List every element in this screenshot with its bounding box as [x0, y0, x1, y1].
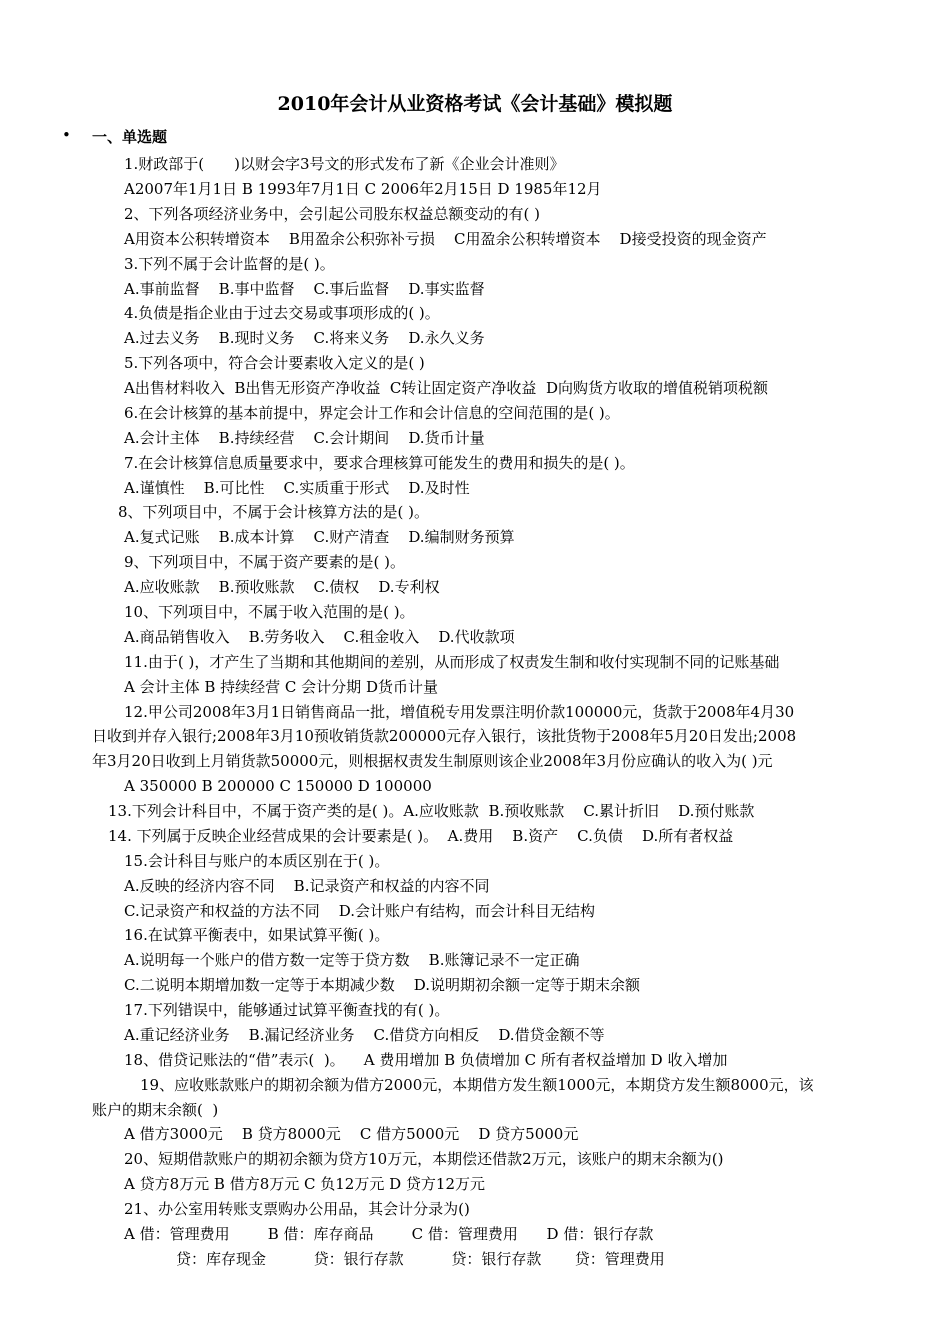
question-line: A 贷方8万元 B 借方8万元 C 负12万元 D 贷方12万元 [124, 1175, 485, 1193]
question-line: A出售材料收入 B出售无形资产净收益 C转让固定资产净收益 D向购货方收取的增值税销项税额 [124, 379, 768, 397]
question-line: A.商品销售收入 B.劳务收入 C.租金收入 D.代收款项 [124, 628, 515, 646]
question-line: 20、短期借款账户的期初余额为贷方10万元，本期偿还借款2万元，该账户的期末余额为() [124, 1150, 724, 1168]
question-line: 9、下列项目中，不属于资产要素的是( )。 [124, 553, 406, 571]
question-line: A.复式记账 B.成本计算 C.财产清查 D.编制财务预算 [124, 528, 515, 546]
list-bullet: • [62, 126, 71, 144]
question-line: A 借：管理费用 B 借：库存商品 C 借：管理费用 D 借：银行存款 [124, 1225, 654, 1243]
question-line: A.重记经济业务 B.漏记经济业务 C.借贷方向相反 D.借贷金额不等 [124, 1026, 605, 1044]
section-heading: 一、单选题 [92, 128, 168, 146]
question-line: 贷：库存现金 贷：银行存款 贷：银行存款 贷：管理费用 [176, 1250, 665, 1268]
question-line: C.二说明本期增加数一定等于本期减少数 D.说明期初余额一定等于期末余额 [124, 976, 641, 994]
question-line: 13.下列会计科目中，不属于资产类的是( )。A.应收账款 B.预收账款 C.累计折旧 D.预付账款 [108, 802, 755, 820]
question-line: 年3月20日收到上月销货款50000元，则根据权责发生制原则该企业2008年3月份应确认的收入为( )元 [92, 752, 773, 770]
question-line: A.应收账款 B.预收账款 C.债权 D.专利权 [124, 578, 440, 596]
question-line: A.事前监督 B.事中监督 C.事后监督 D.事实监督 [124, 280, 485, 298]
question-line: A.说明每一个账户的借方数一定等于贷方数 B.账簿记录不一定正确 [124, 951, 580, 969]
question-line: A2007年1月1日 B 1993年7月1日 C 2006年2月15日 D 1985年12月 [124, 180, 602, 198]
question-line: A用资本公积转增资本 B用盈余公积弥补亏损 C用盈余公积转增资本 D接受投资的现金资产 [124, 230, 767, 248]
question-line: 17.下列错误中，能够通过试算平衡查找的有( )。 [124, 1001, 450, 1019]
question-line: 21、办公室用转账支票购办公用品，其会计分录为() [124, 1200, 470, 1218]
question-line: 1.财政部于( )以财会字3号文的形式发布了新《企业会计准则》 [124, 155, 565, 173]
question-line: 8、下列项目中，不属于会计核算方法的是( )。 [118, 503, 430, 521]
question-line: 日收到并存入银行;2008年3月10预收销货款200000元存入银行，该批货物于2008年5月20日发出;2008 [92, 727, 797, 745]
question-line: A.会计主体 B.持续经营 C.会计期间 D.货币计量 [124, 429, 485, 447]
question-line: 2、下列各项经济业务中，会引起公司股东权益总额变动的有( ) [124, 205, 541, 223]
question-line: 4.负债是指企业由于过去交易或事项形成的( )。 [124, 304, 440, 322]
question-line: 15.会计科目与账户的本质区别在于( )。 [124, 852, 390, 870]
question-line: A.反映的经济内容不同 B.记录资产和权益的内容不同 [124, 877, 490, 895]
question-line: 16.在试算平衡表中，如果试算平衡( )。 [124, 926, 390, 944]
question-line: A 350000 B 200000 C 150000 D 100000 [124, 777, 432, 795]
question-line: 18、借贷记账法的“借”表示( )。 A 费用增加 B 负债增加 C 所有者权益增加 D 收入增加 [124, 1051, 728, 1069]
question-line: 11.由于( )，才产生了当期和其他期间的差别，从而形成了权责发生制和收付实现制不同的记账基础 [124, 653, 780, 671]
question-line: 3.下列不属于会计监督的是( )。 [124, 255, 335, 273]
question-line: 6.在会计核算的基本前提中，界定会计工作和会计信息的空间范围的是( )。 [124, 404, 620, 422]
question-line: 12.甲公司2008年3月1日销售商品一批，增值税专用发票注明价款100000元，货款于2008年4月30 [124, 703, 795, 721]
question-line: 19、应收账款账户的期初余额为借方2000元，本期借方发生额1000元，本期贷方发生额8000元，该 [140, 1076, 814, 1094]
question-line: A 会计主体 B 持续经营 C 会计分期 D货币计量 [124, 678, 438, 696]
document-title: 2010年会计从业资格考试《会计基础》模拟题 [277, 93, 673, 115]
question-line: A.谨慎性 B.可比性 C.实质重于形式 D.及时性 [124, 479, 470, 497]
question-line: 7.在会计核算信息质量要求中，要求合理核算可能发生的费用和损失的是( )。 [124, 454, 635, 472]
question-line: C.记录资产和权益的方法不同 D.会计账户有结构，而会计科目无结构 [124, 902, 596, 920]
question-line: A 借方3000元 B 贷方8000元 C 借方5000元 D 贷方5000元 [124, 1125, 579, 1143]
question-line: A.过去义务 B.现时义务 C.将来义务 D.永久义务 [124, 329, 485, 347]
question-line: 14. 下列属于反映企业经营成果的会计要素是( )。 A.费用 B.资产 C.负债 D.所有者权益 [108, 827, 734, 845]
question-line: 10、下列项目中，不属于收入范围的是( )。 [124, 603, 415, 621]
question-line: 账户的期末余额( ) [92, 1101, 219, 1119]
question-line: 5.下列各项中，符合会计要素收入定义的是( ) [124, 354, 425, 372]
